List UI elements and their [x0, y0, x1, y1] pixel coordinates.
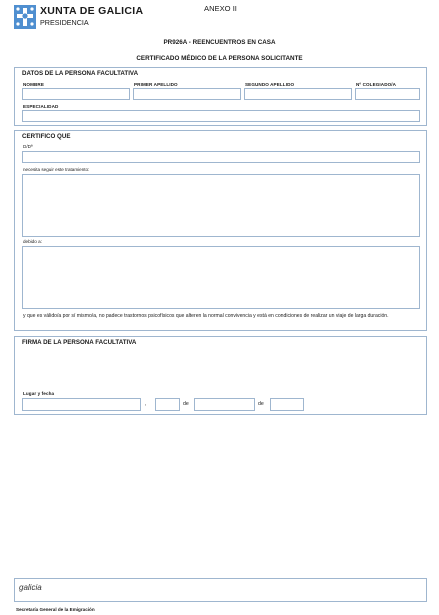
section-title: FIRMA DE LA PERSONA FACULTATIVA	[22, 339, 137, 346]
due-to-textarea[interactable]	[22, 246, 420, 309]
doctor-data-section	[14, 67, 427, 126]
year-field[interactable]	[270, 398, 304, 411]
segundo-apellido-field[interactable]	[244, 88, 352, 100]
closing-statement: y que es válido/a por sí mismo/a, no padece trastornos psicofísicos que alteren la normal convivencia y está en condiciones de realizar un viaje de larga duración.	[23, 313, 389, 319]
section-title: DATOS DE LA PERSONA FACULTATIVA	[22, 70, 139, 77]
nombre-field[interactable]	[22, 88, 130, 100]
place-field[interactable]	[22, 398, 141, 411]
document-title: CERTIFICADO MÉDICO DE LA PERSONA SOLICITANTE	[136, 55, 303, 62]
colegiado-field[interactable]	[355, 88, 420, 100]
colegiado-label: Nº COLEGIADO/A	[356, 82, 397, 87]
de-separator-1: de	[183, 401, 189, 407]
especialidad-label: ESPECIALIDAD	[23, 104, 59, 109]
dd-label: D/Dª	[23, 144, 33, 149]
day-field[interactable]	[155, 398, 180, 411]
de-separator-2: de	[258, 401, 264, 407]
treatment-textarea[interactable]	[22, 174, 420, 237]
certify-section	[14, 130, 427, 331]
place-date-label: Lugar y fecha	[23, 391, 55, 396]
annex-label: ANEXO II	[204, 4, 237, 13]
section-title: CERTIFICO QUE	[22, 133, 71, 140]
month-field[interactable]	[194, 398, 255, 411]
due-to-label: debido a:	[23, 239, 42, 244]
xunta-logo-icon	[14, 5, 36, 29]
segundo-apellido-label: SEGUNDO APELLIDO	[245, 82, 295, 87]
treatment-label: necesita seguir este tratamiento:	[23, 167, 90, 172]
primer-apellido-field[interactable]	[133, 88, 241, 100]
galicia-logo: galicia	[19, 583, 42, 592]
comma-separator: ,	[145, 401, 147, 407]
org-department: PRESIDENCIA	[40, 18, 89, 27]
org-name: XUNTA DE GALICIA	[40, 5, 144, 17]
primer-apellido-label: PRIMER APELLIDO	[134, 82, 178, 87]
footer-box	[14, 578, 427, 602]
especialidad-field[interactable]	[22, 110, 420, 122]
footer-department: Secretaría General de la Emigración	[16, 607, 95, 612]
procedure-code: PR926A - REENCUENTROS EN CASA	[163, 39, 276, 46]
signature-section	[14, 336, 427, 415]
dd-field[interactable]	[22, 151, 420, 163]
nombre-label: NOMBRE	[23, 82, 45, 87]
